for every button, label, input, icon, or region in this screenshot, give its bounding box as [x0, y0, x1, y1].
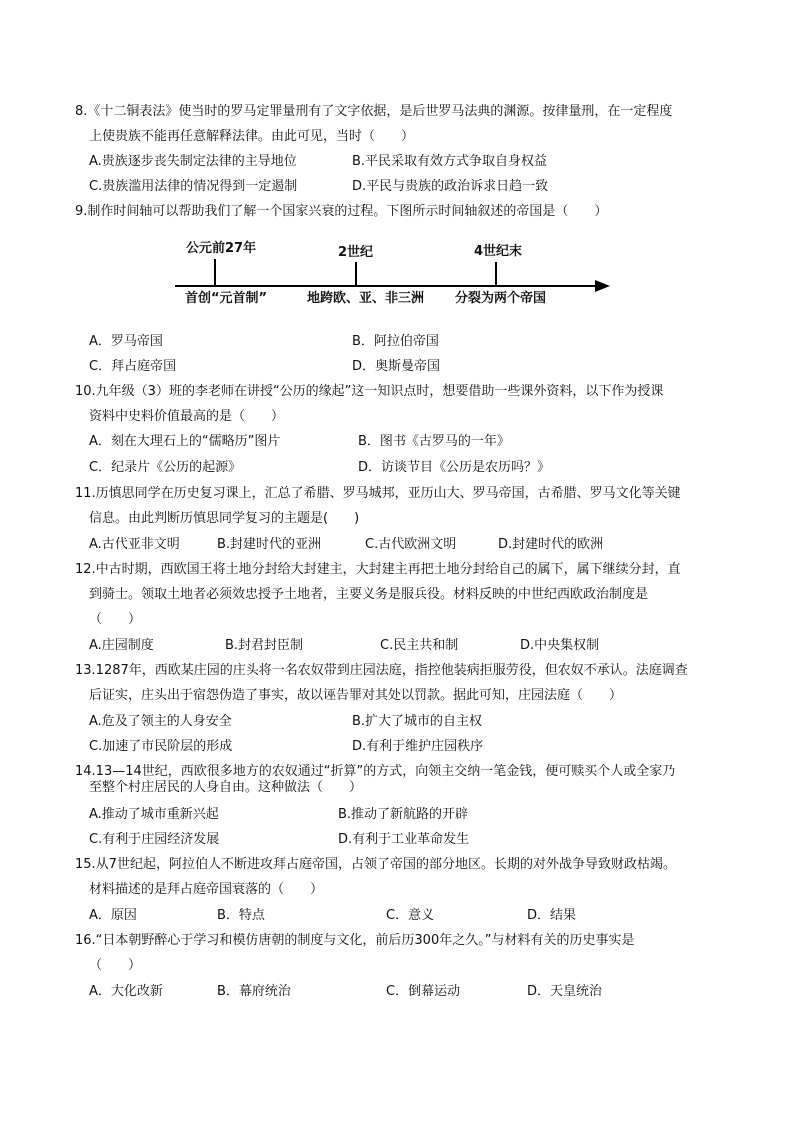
question-9-option-a: A．罗马帝国: [89, 334, 163, 349]
timeline-figure: [150, 236, 620, 316]
question-8-stem-line-2: 上使贵族不能再任意解释法律。由此可见，当时（ ）: [89, 129, 415, 144]
question-16-stem-line-2: （ ）: [89, 958, 142, 973]
question-11-option-b: B.封建时代的亚洲: [217, 537, 322, 552]
question-11-option-c: C.古代欧洲文明: [365, 537, 457, 552]
question-16-option-a: A．大化改新: [89, 984, 163, 999]
question-14-stem-line-2: 至整个村庄居民的人身自由。这种做法（ ）: [89, 780, 363, 795]
timeline-label-top-3: 4世纪末: [474, 244, 523, 259]
question-8-option-d: D.平民与贵族的政治诉求日趋一致: [352, 179, 549, 194]
question-8-option-b: B.平民采取有效方式争取自身权益: [352, 154, 548, 169]
question-8-option-c: C.贵族滥用法律的情况得到一定遏制: [89, 179, 298, 194]
timeline-label-bottom-2: 地跨欧、亚、非三洲: [307, 291, 425, 306]
question-10-option-d: D．访谈节目《公历是农历吗？》: [358, 460, 551, 475]
question-9-option-c: C．拜占庭帝国: [89, 359, 177, 374]
question-15-stem-line-2: 材料描述的是拜占庭帝国衰落的（ ）: [89, 882, 324, 897]
question-16-option-d: D．天皇统治: [527, 984, 603, 999]
question-16-stem-line-1: 16.“日本朝野醉心于学习和模仿唐朝的制度与文化，前后历300年之久。”与材料有关的历史事实是: [75, 933, 635, 948]
question-12-stem-line-1: 12.中古时期，西欧国王将土地分封给大封建主，大封建主再把土地分封给自己的属下，属下继续分封，直: [75, 562, 681, 577]
question-13-stem-line-1: 13.1287年，西欧某庄园的庄头将一名农奴带到庄园法庭，指控他装病拒服劳役，但农奴不承认。法庭调查: [75, 663, 688, 678]
question-16-option-c: C．倒幕运动: [386, 984, 461, 999]
question-16-option-b: B．幕府统治: [217, 984, 291, 999]
question-10-stem-line-1: 10.九年级（3）班的李老师在讲授“公历的缘起”这一知识点时，想要借助一些课外资料，以下作为授课: [75, 384, 664, 399]
question-12-option-a: A.庄园制度: [89, 638, 154, 653]
question-11-stem-line-2: 信息。由此判断历慎思同学复习的主题是( ): [89, 511, 360, 526]
question-10-stem-line-2: 资料中史料价值最高的是（ ）: [89, 409, 285, 424]
question-14-stem-line-1: 14.13—14世纪，西欧很多地方的农奴通过“折算”的方式，向领主交纳一笔金钱，便可赎买个人或全家乃: [75, 764, 676, 779]
question-9-option-b: B．阿拉伯帝国: [352, 334, 439, 349]
question-15-option-c: C．意义: [386, 908, 435, 923]
question-8-option-a: A.贵族逐步丧失制定法律的主导地位: [89, 154, 297, 169]
timeline-arrowhead: [595, 280, 610, 292]
question-15-option-d: D．结果: [527, 908, 577, 923]
question-8-stem-line-1: 8.《十二铜表法》使当时的罗马定罪量刑有了文字依据，是后世罗马法典的渊源。按律量刑，在一定程度: [75, 104, 673, 119]
question-9-stem-line-1: 9.制作时间轴可以帮助我们了解一个国家兴衰的过程。下图所示时间轴叙述的帝国是（ ）: [75, 204, 608, 219]
question-14-option-b: B.推动了新航路的开辟: [338, 807, 469, 822]
question-12-stem-line-2: 到骑士。领取土地者必须效忠授予土地者，主要义务是服兵役。材料反映的中世纪西欧政治制度是: [89, 587, 649, 602]
timeline-label-bottom-3: 分裂为两个帝国: [455, 291, 547, 306]
question-13-option-b: B.扩大了城市的自主权: [352, 714, 483, 729]
timeline-label-top-1: 公元前27年: [186, 241, 257, 256]
question-15-stem-line-1: 15.从7世纪起，阿拉伯人不断进攻拜占庭帝国，占领了帝国的部分地区。长期的对外战争导致财政枯竭。: [75, 857, 676, 872]
question-14-option-d: D.有利于工业革命发生: [338, 832, 470, 847]
question-14-option-a: A.推动了城市重新兴起: [89, 807, 219, 822]
question-13-stem-line-2: 后证实，庄头出于宿怨伪造了事实，故以诬告罪对其处以罚款。据此可知，庄园法庭（ ）: [89, 688, 623, 703]
question-11-stem-line-1: 11.历慎思同学在历史复习课上，汇总了希腊、罗马城邦，亚历山大、罗马帝国，古希腊、罗马文化等关键: [75, 486, 681, 501]
question-9-option-d: D．奥斯曼帝国: [352, 359, 441, 374]
question-12-option-c: C.民主共和制: [380, 638, 459, 653]
question-15-option-a: A．原因: [89, 908, 137, 923]
question-14-option-c: C.有利于庄园经济发展: [89, 832, 220, 847]
question-10-option-b: B．图书《古罗马的一年》: [358, 434, 510, 449]
question-13-option-c: C.加速了市民阶层的形成: [89, 739, 233, 754]
question-11-option-d: D.封建时代的欧洲: [498, 537, 604, 552]
question-12-option-b: B.封君封臣制: [225, 638, 304, 653]
question-15-option-b: B．特点: [217, 908, 265, 923]
timeline-label-top-2: 2世纪: [338, 245, 374, 260]
timeline-label-bottom-1: 首创“元首制”: [185, 291, 268, 306]
question-11-option-a: A.古代亚非文明: [89, 537, 180, 552]
question-13-option-a: A.危及了领主的人身安全: [89, 714, 232, 729]
question-12-stem-line-3: （ ）: [89, 612, 142, 627]
question-12-option-d: D.中央集权制: [520, 638, 600, 653]
question-10-option-a: A．刻在大理石上的“儒略历”图片: [89, 434, 281, 449]
question-13-option-d: D.有利于维护庄园秩序: [352, 739, 484, 754]
question-10-option-c: C．纪录片《公历的起源》: [89, 460, 242, 475]
